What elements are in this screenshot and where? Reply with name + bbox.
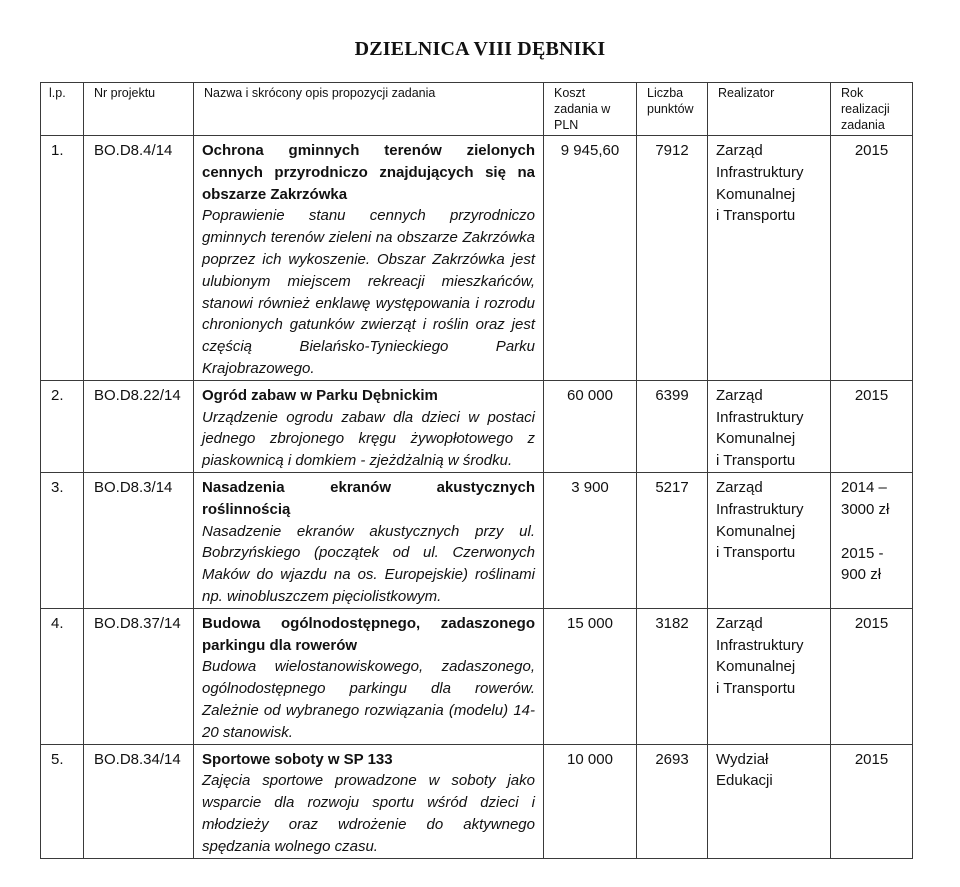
executor-line: Wydział: [716, 750, 769, 768]
document-title: DZIELNICA VIII DĘBNIKI: [354, 38, 606, 60]
year-line: 2015: [854, 142, 889, 159]
executor-line: i Transportu: [716, 452, 796, 470]
task-points: 7912: [637, 136, 708, 381]
executor-line: Infrastruktury: [716, 408, 804, 426]
executor-line: Komunalnej: [716, 185, 796, 203]
year-line: 2015: [854, 614, 889, 632]
table-row: [41, 136, 913, 381]
task-description: Nasadzenie ekranów akustycznych przy ul. Bobrzyńskiego (początek od ul. Czerwonych Maków do wjazdu na os. Europejskie) roślinami np. winobluszczem pięciolistkowym.: [202, 522, 535, 605]
executor-line: Zarząd: [716, 386, 763, 404]
executor-line: Infrastruktury: [716, 500, 804, 518]
table-body: [41, 136, 913, 859]
task-cell: [194, 380, 544, 472]
year-cell: [831, 472, 913, 608]
executor-line: i Transportu: [716, 544, 796, 562]
executor-line: Infrastruktury: [716, 163, 804, 181]
table-row: [41, 472, 913, 608]
task-cell: [194, 744, 544, 858]
executor-line: Komunalnej: [716, 522, 796, 540]
executor-line: Zarząd: [716, 614, 763, 632]
executor-line: Infrastruktury: [716, 636, 804, 654]
task-title: Nasadzenia ekranów akustycznych roślinnością: [202, 478, 535, 518]
task-cost: 9 945,60: [544, 136, 637, 381]
executor-line: i Transportu: [716, 680, 796, 698]
task-points: 3182: [637, 608, 708, 744]
header-task-name: Nazwa i skrócony opis propozycji zadania: [194, 83, 544, 136]
task-cost: 60 000: [544, 380, 637, 472]
task-title: Budowa ogólnodostępnego, zadaszonego parkingu dla rowerów: [202, 614, 535, 654]
executor-line: Edukacji: [716, 772, 773, 790]
year-line: 2015: [854, 386, 889, 404]
year-spacer: [841, 521, 904, 543]
header-points: Liczba punktów: [637, 83, 708, 136]
task-title: Ogród zabaw w Parku Dębnickim: [202, 386, 438, 404]
row-number: 4.: [41, 608, 84, 744]
task-description: Budowa wielostanowiskowego, zadaszonego, ogólnodostępnego parkingu dla rowerów. Zależnie od wybranego rozwiązania (modelu) 14-20 stanowisk.: [202, 658, 535, 741]
executor-line: Zarząd: [716, 142, 763, 159]
table-header-row: [41, 83, 913, 136]
project-number: BO.D8.37/14: [84, 608, 194, 744]
header-project-number: Nr projektu: [84, 83, 194, 136]
executor-cell: [708, 380, 831, 472]
task-cost: 3 900: [544, 472, 637, 608]
project-number: BO.D8.3/14: [84, 472, 194, 608]
row-number: 2.: [41, 380, 84, 472]
year-cell: [831, 136, 913, 381]
task-title: Ochrona gminnych terenów zielonych cennych przyrodniczo znajdujących się na obszarze Zakrzówka: [202, 142, 535, 203]
header-lp: l.p.: [41, 83, 84, 136]
task-description: Zajęcia sportowe prowadzone w soboty jako wsparcie dla rozwoju sportu wśród dzieci i młodzieży oraz wdrożenie do aktywnego spędzania wolnego czasu.: [202, 772, 535, 855]
executor-line: Zarząd: [716, 478, 763, 496]
project-number: BO.D8.4/14: [84, 136, 194, 381]
year-line: 2015: [854, 750, 889, 768]
executor-cell: [708, 608, 831, 744]
executor-line: Komunalnej: [716, 658, 796, 676]
year-line: 2015 -: [841, 544, 884, 562]
executor-cell: [708, 472, 831, 608]
year-line: 3000 zł: [841, 500, 890, 518]
header-executor: Realizator: [708, 83, 831, 136]
row-number: 5.: [41, 744, 84, 858]
task-points: 6399: [637, 380, 708, 472]
year-cell: [831, 744, 913, 858]
table-row: [41, 608, 913, 744]
year-cell: [831, 380, 913, 472]
executor-cell: [708, 136, 831, 381]
task-cell: [194, 472, 544, 608]
task-cost: 10 000: [544, 744, 637, 858]
year-line: 2014 –: [841, 478, 887, 496]
task-description: Urządzenie ogrodu zabaw dla dzieci w postaci jednego zbrojonego kręgu żywopłotowego z piaskownicą i domkiem - zjeżdżalnią w środku.: [202, 408, 535, 470]
task-cell: [194, 136, 544, 381]
year-line: 900 zł: [841, 566, 882, 584]
table-row: [41, 744, 913, 858]
executor-line: i Transportu: [716, 207, 796, 225]
row-number: 3.: [41, 472, 84, 608]
year-cell: [831, 608, 913, 744]
header-cost: Koszt zadania w PLN: [544, 83, 637, 136]
task-points: 5217: [637, 472, 708, 608]
project-number: BO.D8.22/14: [84, 380, 194, 472]
project-number: BO.D8.34/14: [84, 744, 194, 858]
task-description: Poprawienie stanu cennych przyrodniczo gminnych terenów zieleni na obszarze Zakrzówka poprzez ich wykoszenie. Obszar Zakrzówka jest ulubionym miejscem rekreacji mieszkańców, stanowi również enklawę występowania i rozrodu chronionych gatunków zwierząt i roślin oraz jest częścią Bielańsko-Tynieckiego Parku Krajobrazowego.: [202, 207, 535, 377]
projects-table: [40, 82, 913, 859]
task-cost: 15 000: [544, 608, 637, 744]
task-points: 2693: [637, 744, 708, 858]
table-row: [41, 380, 913, 472]
task-title: Sportowe soboty w SP 133: [202, 750, 393, 768]
executor-line: Komunalnej: [716, 430, 796, 448]
task-cell: [194, 608, 544, 744]
header-year: Rok realizacji zadania: [831, 83, 913, 136]
row-number: 1.: [41, 136, 84, 381]
executor-cell: [708, 744, 831, 858]
